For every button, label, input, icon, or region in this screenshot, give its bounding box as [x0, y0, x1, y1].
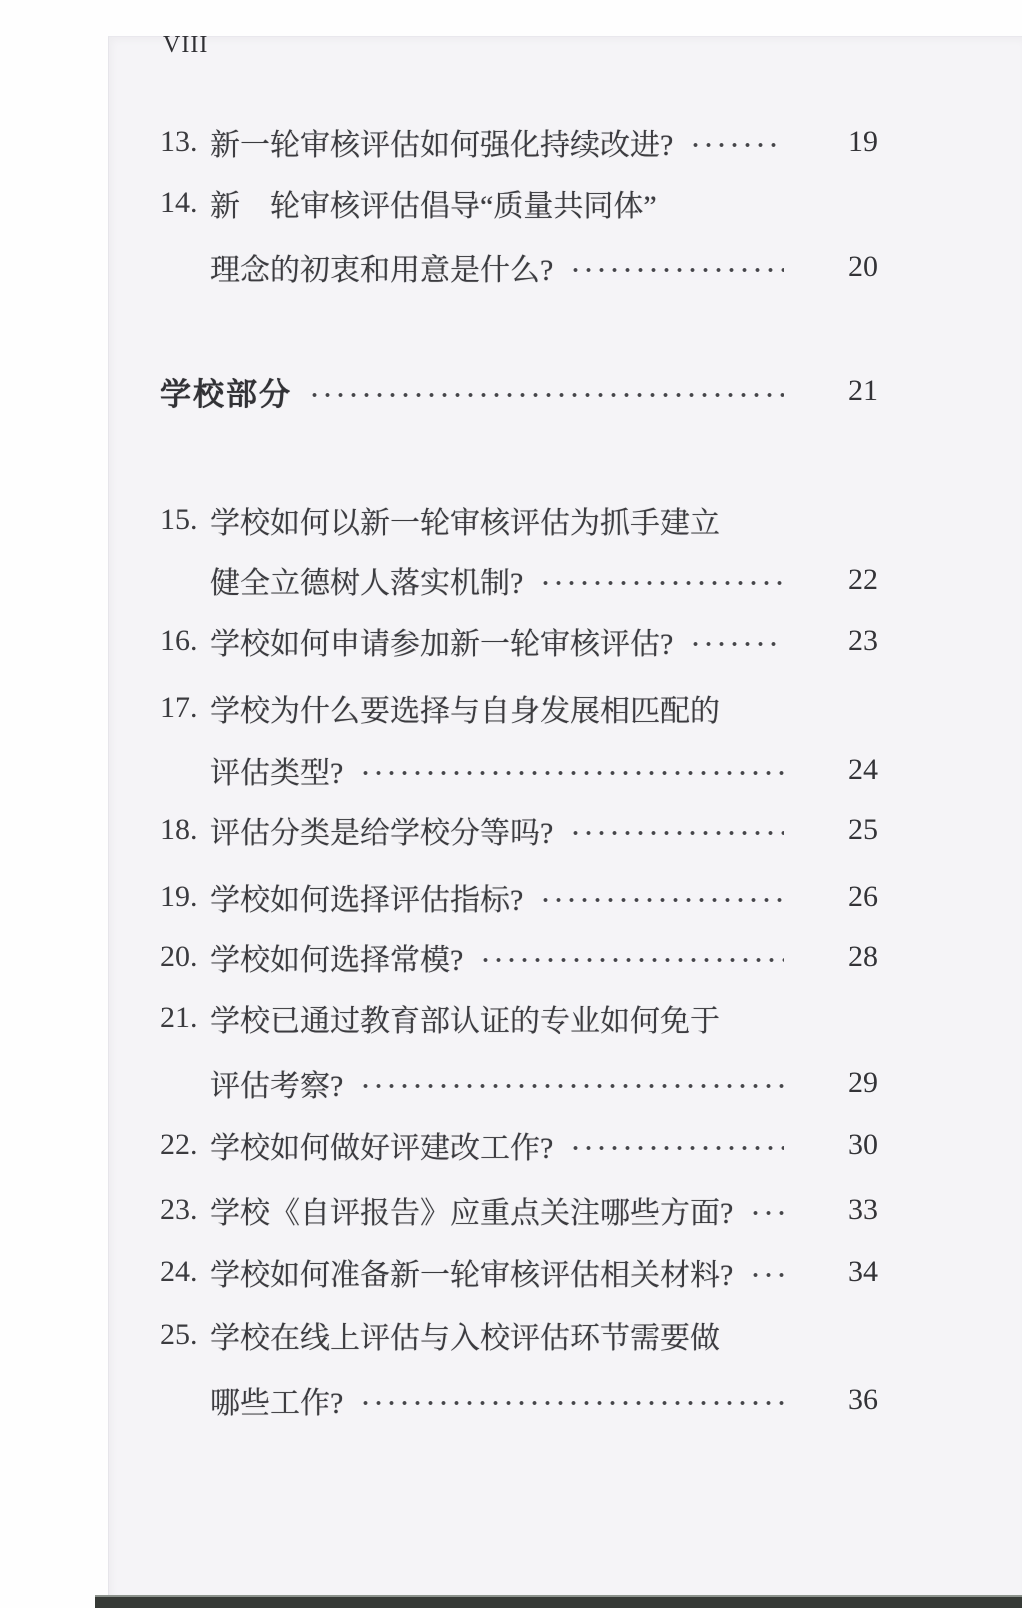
toc-entry-13 [160, 111, 878, 173]
scan-edge-band [95, 1595, 1022, 1608]
toc-entry-24 [160, 1241, 878, 1303]
entry-title: 新 轮审核评估倡导“质量共同体” [210, 190, 657, 223]
dot-leader [569, 263, 784, 277]
entry-title: 学校如何选择评估指标? [210, 884, 524, 917]
entry-number: 15. [160, 503, 198, 536]
toc-entry-25-line2 [160, 1369, 878, 1431]
toc-entry-17-line1 [160, 677, 878, 739]
entry-title: 新一轮审核评估如何强化持续改进? [210, 129, 674, 162]
toc-entry-23 [160, 1179, 878, 1241]
toc-entry-18 [160, 799, 878, 861]
entry-number: 23. [160, 1193, 198, 1226]
dot-leader [359, 1079, 784, 1093]
dot-leader [749, 1268, 784, 1282]
toc-entry-15-line1 [160, 489, 878, 551]
entry-page-number: 26 [848, 880, 878, 913]
toc-entry-21-line2 [160, 1052, 878, 1114]
entry-number: 19. [160, 880, 198, 913]
entry-page-number: 24 [848, 753, 878, 786]
entry-title: 健全立德树人落实机制? [210, 567, 524, 600]
entry-number: 25. [160, 1318, 198, 1351]
entry-title: 学校《自评报告》应重点关注哪些方面? [210, 1197, 734, 1230]
entry-title: 学校如何选择常模? [210, 944, 464, 977]
entry-title: 学校如何做好评建改工作? [210, 1132, 554, 1165]
dot-leader [359, 766, 784, 780]
entry-page-number: 23 [848, 624, 878, 657]
toc-entry-14-line2 [160, 236, 878, 298]
entry-title: 评估分类是给学校分等吗? [210, 817, 554, 850]
toc-entry-19 [160, 866, 878, 928]
entry-number: 16. [160, 624, 198, 657]
toc-entry-16 [160, 610, 878, 672]
entry-title: 学校在线上评估与入校评估环节需要做 [210, 1322, 720, 1355]
entry-number: 13. [160, 125, 198, 158]
toc-entry-20 [160, 926, 878, 988]
dot-leader [749, 1206, 784, 1220]
dot-leader [569, 1141, 784, 1155]
entry-title: 理念的初衷和用意是什么? [210, 254, 554, 287]
entry-page-number: 20 [848, 250, 878, 283]
section-title: 学校部分 [160, 376, 292, 412]
entry-number: 20. [160, 940, 198, 973]
toc-entry-22 [160, 1114, 878, 1176]
entry-page-number: 22 [848, 563, 878, 596]
entry-number: 22. [160, 1128, 198, 1161]
entry-page-number: 25 [848, 813, 878, 846]
entry-title: 哪些工作? [210, 1387, 344, 1420]
dot-leader [359, 1396, 784, 1410]
toc-entry-15-line2 [160, 549, 878, 611]
entry-title: 评估类型? [210, 757, 344, 790]
entry-title: 学校如何以新一轮审核评估为抓手建立 [210, 507, 720, 540]
dot-leader [479, 953, 784, 967]
entry-page-number: 30 [848, 1128, 878, 1161]
entry-number: 17. [160, 691, 198, 724]
dot-leader [689, 637, 784, 651]
dot-leader [689, 138, 784, 152]
entry-page-number: 28 [848, 940, 878, 973]
entry-number: 18. [160, 813, 198, 846]
dot-leader [569, 826, 784, 840]
dot-leader [539, 893, 784, 907]
entry-page-number: 34 [848, 1255, 878, 1288]
section-page-number: 21 [848, 374, 878, 407]
entry-page-number: 29 [848, 1066, 878, 1099]
entry-title: 学校已通过教育部认证的专业如何免于 [210, 1005, 720, 1038]
entry-title: 学校如何准备新一轮审核评估相关材料? [210, 1259, 734, 1292]
entry-number: 21. [160, 1001, 198, 1034]
entry-number: 14. [160, 186, 198, 219]
toc-section-schools [160, 358, 878, 424]
toc-entry-17-line2 [160, 739, 878, 801]
entry-title: 评估考察? [210, 1070, 344, 1103]
entry-number: 24. [160, 1255, 198, 1288]
entry-title: 学校为什么要选择与自身发展相匹配的 [210, 695, 720, 728]
entry-page-number: 19 [848, 125, 878, 158]
toc-entry-21-line1 [160, 987, 878, 1049]
toc-entry-25-line1 [160, 1304, 878, 1366]
dot-leader [308, 388, 784, 402]
entry-title: 学校如何申请参加新一轮审核评估? [210, 628, 674, 661]
page-roman-numeral: VIII [163, 32, 209, 58]
toc-entry-14-line1 [160, 172, 878, 234]
dot-leader [539, 576, 784, 590]
entry-page-number: 36 [848, 1383, 878, 1416]
entry-page-number: 33 [848, 1193, 878, 1226]
